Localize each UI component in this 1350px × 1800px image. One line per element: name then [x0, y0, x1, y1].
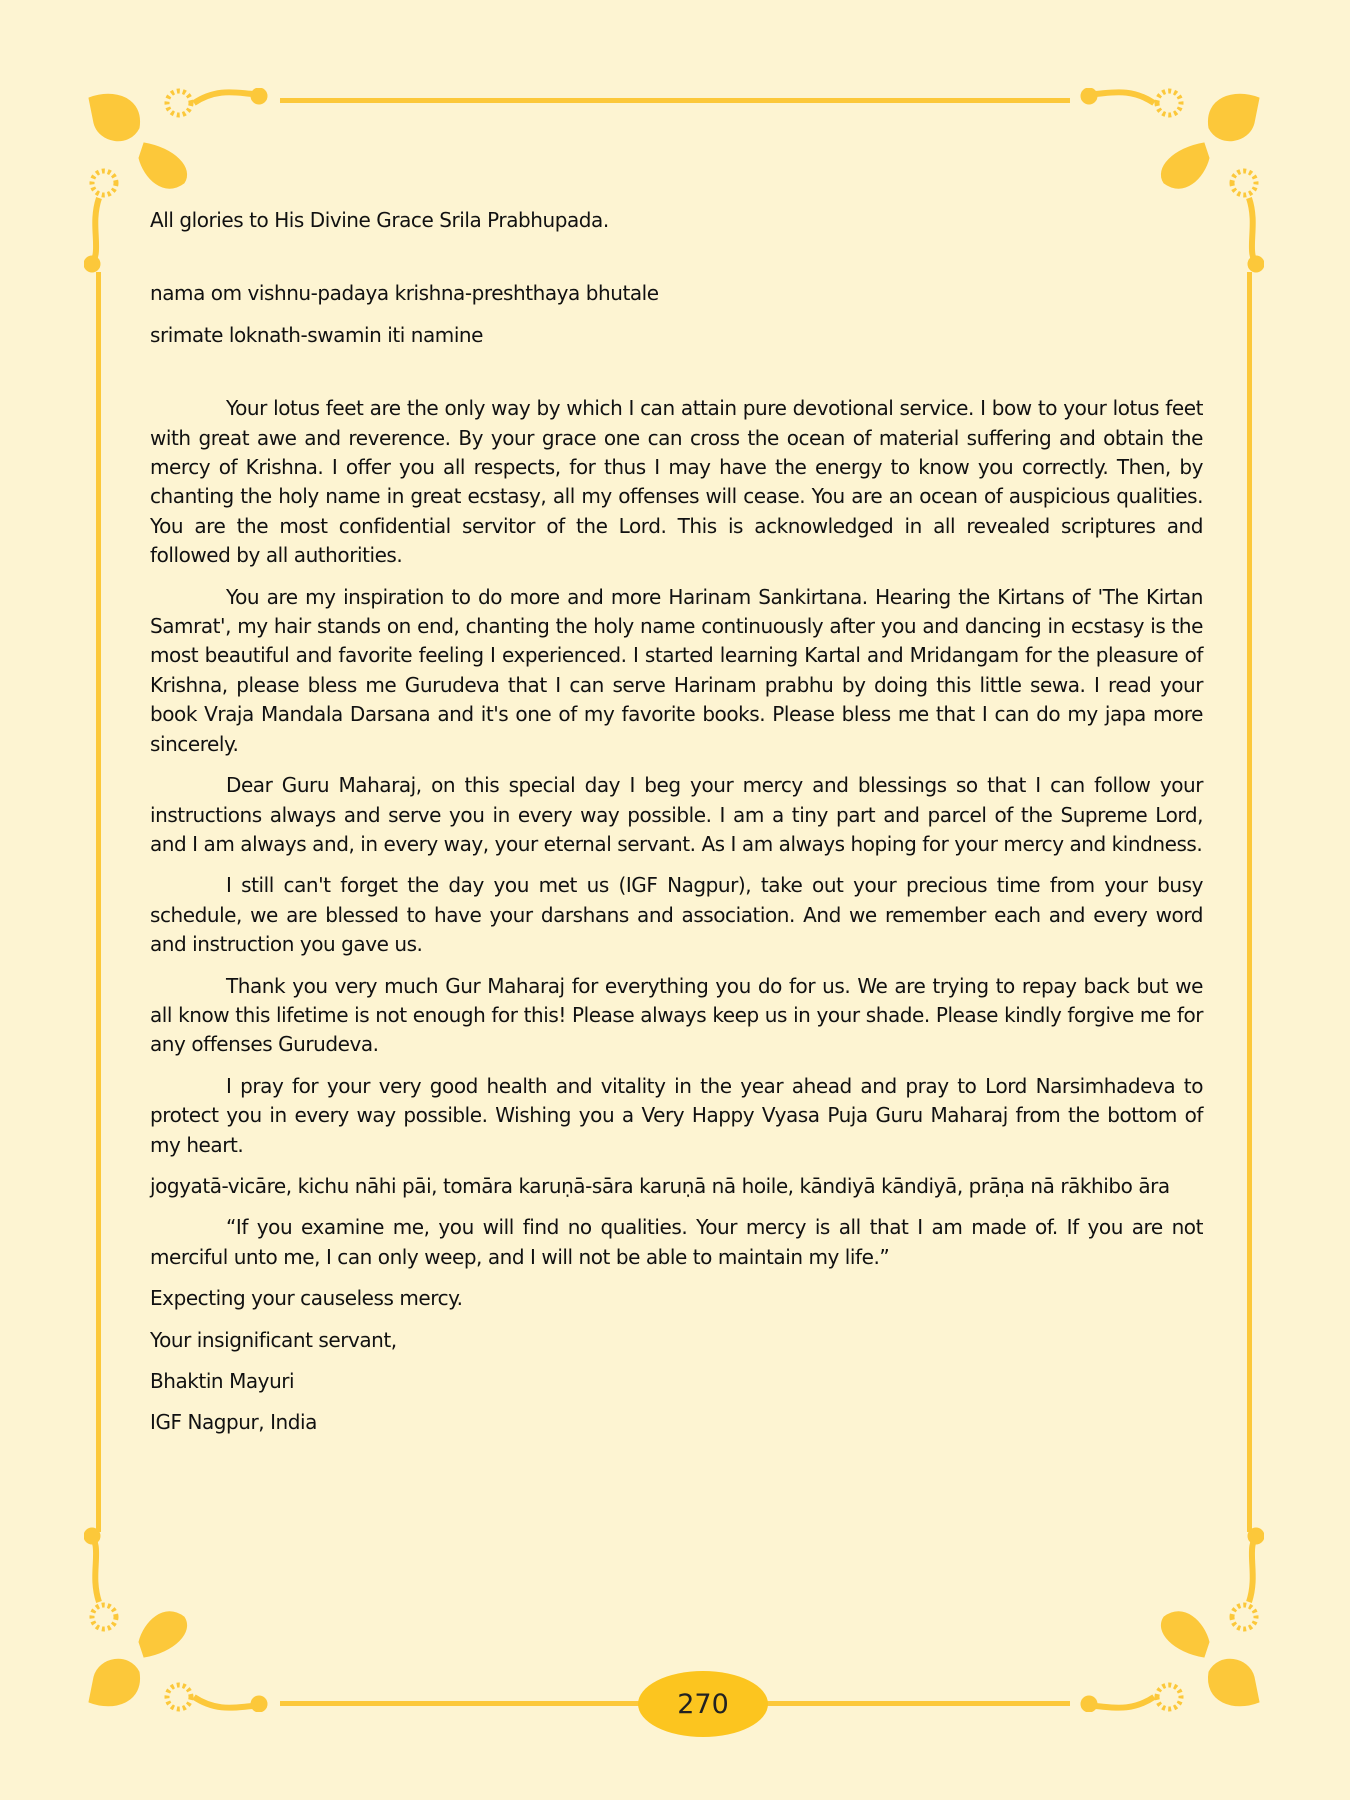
corner-ornament-bottom-right-icon	[1074, 1522, 1264, 1712]
paragraph-3: Dear Guru Maharaj, on this special day I beg your mercy and blessings so that I can follow your instructions always and serve you in every way possible. I am a tiny part and parcel of the Supreme Lord, and I am always and, in every way, your eternal servant. As I am always hoping for your mercy and kindness.	[150, 773, 1203, 856]
border-bottom-left	[280, 1701, 640, 1706]
closing-line-2: Your insignificant servant,	[150, 1327, 397, 1352]
signature-name: Bhaktin Mayuri	[150, 1369, 295, 1393]
corner-ornament-bottom-left-icon	[84, 1522, 274, 1712]
paragraph-5: Thank you very much Gur Maharaj for everything you do for us. We are trying to repay back but we all know this lifetime is not enough for this! Please always keep us in your shade. Please kindly forgive me for any offenses Gurudeva.	[150, 973, 1203, 1057]
border-right	[1247, 272, 1252, 1532]
paragraph-1: Your lotus feet are the only way by which I can attain pure devotional service. I bow to your lotus feet with great awe and reverence. By your grace one can cross the ocean of material suffering and obtain the mercy of Krishna. I offer you all respects, for thus I may have the energy to know you correctly. Then, by chanting the holy name in great ecstasy, all my offenses will cease. You are an ocean of auspicious qualities. You are the most confidential servitor of the Lord. This is acknowledged in all revealed scriptures and followed by all authorities.	[150, 396, 1203, 568]
paragraph-2: You are my inspiration to do more and more Harinam Sankirtana. Hearing the Kirtans of 'The Kirtan Samrat', my hair stands on end, chanting the holy name continuously after you and dancing in ecstasy is the most beautiful and favorite feeling I experienced. I started learning Kartal and Mridangam for the pleasure of Krishna, please bless me Gurudeva that I can serve Harinam prabhu by doing this little sewa. I read your book Vraja Mandala Darsana and it's one of my favorite books. Please bless me that I can do my japa more sincerely.	[150, 584, 1203, 756]
page-number	[638, 1671, 768, 1737]
paragraph-4: I still can't forget the day you met us (IGF Nagpur), take out your precious time from your busy schedule, we are blessed to have your darshans and association. And we remember each and every word and instruction you gave us.	[150, 873, 1203, 957]
signature-location: IGF Nagpur, India	[150, 1410, 317, 1435]
pranam-line-2: srimate loknath-swamin iti namine	[150, 322, 484, 347]
border-top	[280, 98, 1070, 103]
verse: jogyatā-vicāre, kichu nāhi pāi, tomāra karuṇā-sāra karuṇā nā hoile, kāndiyā kāndiyā, prāṇa nā rākhibo āra	[150, 1173, 1170, 1198]
closing-line-1: Expecting your causeless mercy.	[150, 1286, 463, 1311]
pranam-line-1: nama om vishnu-padaya krishna-preshthaya bhutale	[150, 281, 659, 306]
verse-translation: “If you examine me, you will find no qualities. Your mercy is all that I am made of. If you are not merciful unto me, I can only weep, and I will not be able to maintain my life.”	[150, 1215, 1203, 1269]
salutation: All glories to His Divine Grace Srila Prabhupada.	[150, 208, 609, 232]
paragraph-6: I pray for your very good health and vitality in the year ahead and pray to Lord Narsimhadeva to protect you in every way possible. Wishing you a Very Happy Vyasa Puja Guru Maharaj from the bottom of my heart.	[150, 1073, 1203, 1157]
letter-body	[150, 206, 1203, 1450]
page-number-text: 270	[677, 1688, 729, 1720]
border-bottom-right	[766, 1701, 1070, 1706]
border-left	[96, 272, 101, 1532]
